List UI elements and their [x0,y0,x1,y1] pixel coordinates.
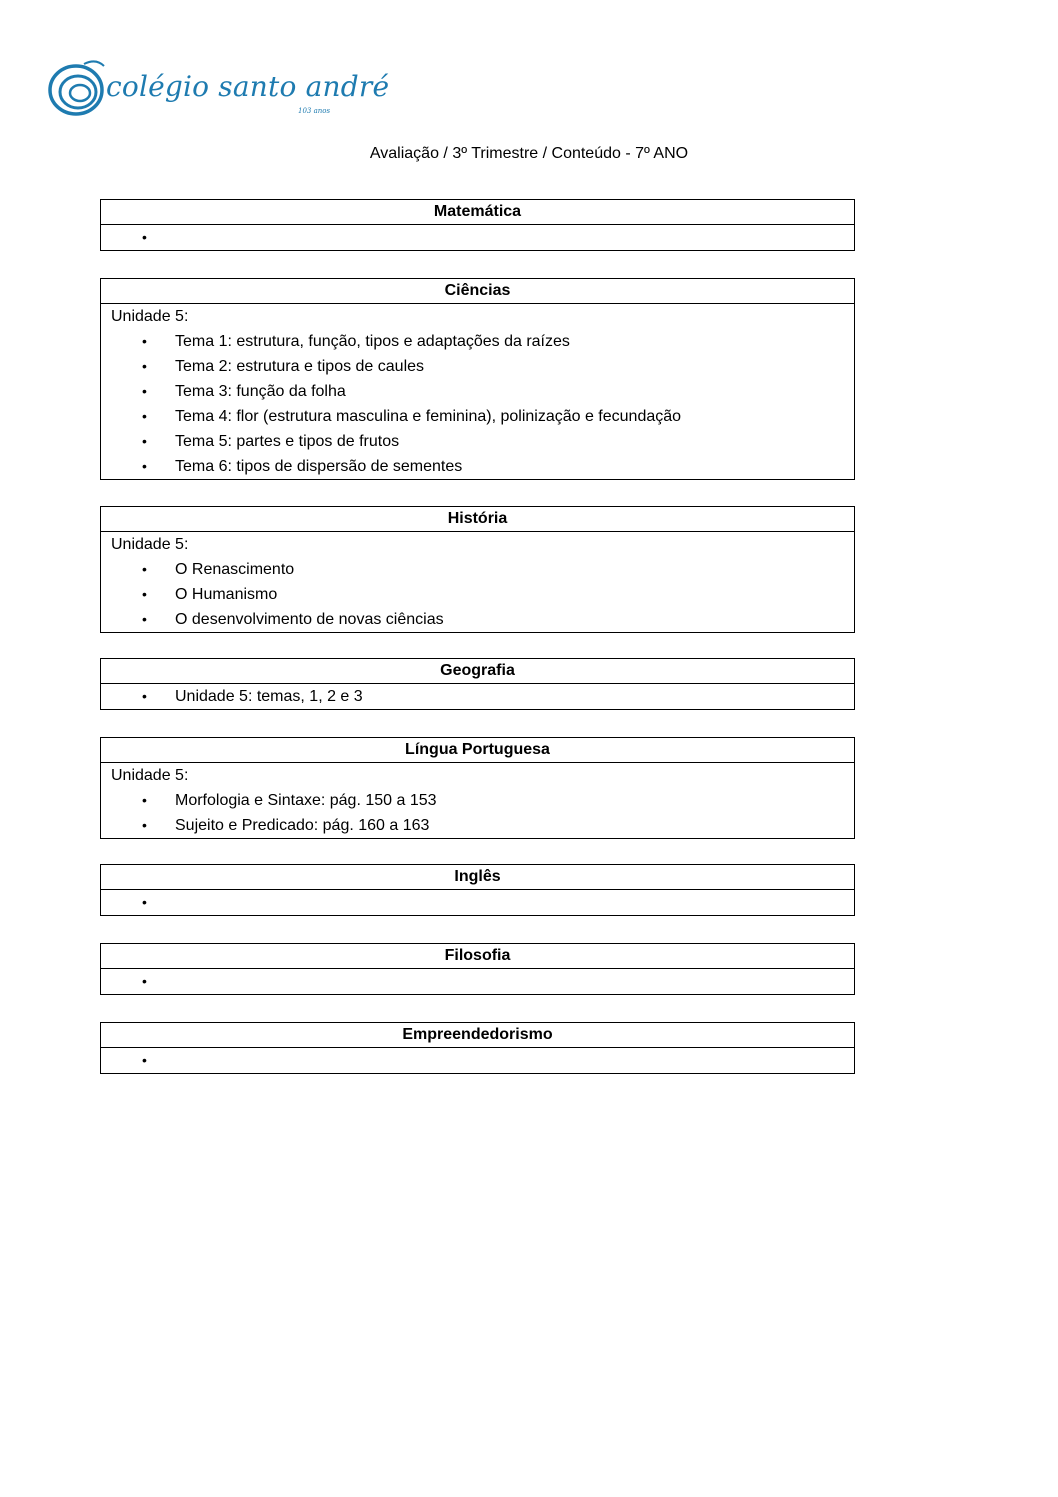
section-title: Empreendedorismo [101,1023,854,1048]
bullet-icon: • [142,333,147,349]
page-title: Avaliação / 3º Trimestre / Conteúdo - 7º ANO [369,145,689,162]
list-item [101,890,854,915]
list-item: • Morfologia e Sintaxe: pág. 150 a 153 [101,788,854,813]
bullet-icon: • [142,1052,147,1068]
section-lingua-portuguesa [100,737,855,839]
list-item: • O Renascimento [101,557,854,582]
section-title: Língua Portuguesa [101,738,854,763]
unit-label: Unidade 5: [111,767,189,784]
list-item [101,225,854,250]
section-empreendedorismo [100,1022,855,1074]
bullet-icon: • [142,792,147,808]
unit-label: Unidade 5: [111,308,189,325]
section-title: Geografia [101,659,854,684]
list-item: • Tema 5: partes e tipos de frutos [101,429,854,454]
bullet-icon: • [142,894,147,910]
section-ciencias [100,278,855,480]
bullet-icon: • [142,408,147,424]
list-item: • O Humanismo [101,582,854,607]
list-item: • Tema 4: flor (estrutura masculina e feminina), polinização e fecundação [101,404,854,429]
bullet-icon: • [142,458,147,474]
bullet-icon: • [142,433,147,449]
section-filosofia [100,943,855,995]
section-ingles [100,864,855,916]
section-matematica [100,199,855,251]
unit-label: Unidade 5: [111,536,189,553]
logo-subtext: 103 anos [298,107,331,115]
section-geografia [100,658,855,710]
bullet-icon: • [142,561,147,577]
section-title: Matemática [101,200,854,225]
logo-text: colégio santo andré [106,70,390,103]
bullet-icon: • [142,383,147,399]
list-item: • Tema 1: estrutura, função, tipos e adaptações da raízes [101,329,854,354]
bullet-icon: • [142,229,147,245]
bullet-icon: • [142,817,147,833]
list-item [101,1048,854,1073]
section-historia [100,506,855,633]
section-title: Filosofia [101,944,854,969]
bullet-icon: • [142,973,147,989]
list-item [101,969,854,994]
list-item: • Tema 3: função da folha [101,379,854,404]
bullet-icon: • [142,611,147,627]
list-item: • Tema 2: estrutura e tipos de caules [101,354,854,379]
list-item: • Sujeito e Predicado: pág. 160 a 163 [101,813,854,838]
list-item: • O desenvolvimento de novas ciências [101,607,854,632]
section-title: Inglês [101,865,854,890]
list-item: • Unidade 5: temas, 1, 2 e 3 [101,684,854,709]
section-title: Ciências [101,279,854,304]
section-title: História [101,507,854,532]
bullet-icon: • [142,688,147,704]
bullet-icon: • [142,358,147,374]
list-item: • Tema 6: tipos de dispersão de sementes [101,454,854,479]
bullet-icon: • [142,586,147,602]
swirl-logo-icon [48,56,108,120]
